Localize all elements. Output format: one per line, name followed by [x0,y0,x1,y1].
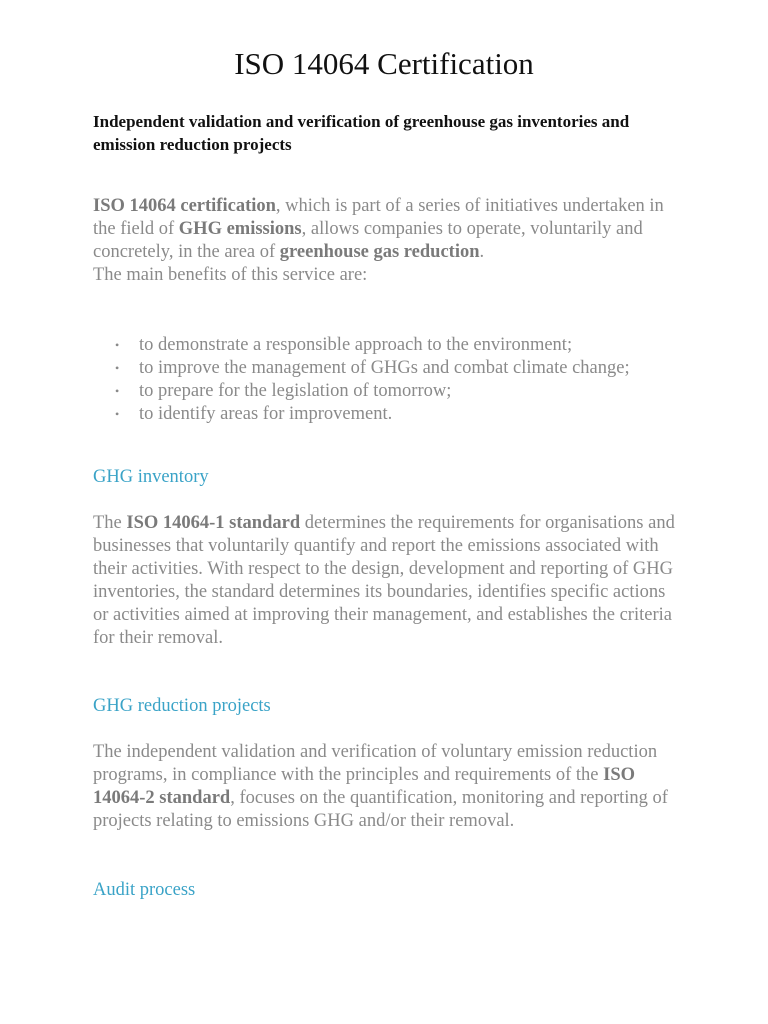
intro-text-2: , allows companies to operate, voluntarily and concretely, in the area of [93,219,643,262]
ghg-reduction-section [93,741,683,833]
reduction-text-2: , focuses on the quantification, monitoring and reporting of projects relating to emissions GHG and/or their removal. [93,788,668,831]
benefits-list [93,334,683,426]
intro-bold-reduction: greenhouse gas reduction [279,242,480,262]
page-title: ISO 14064 Certification [234,46,534,81]
intro-text-1: , which is part of a series of initiatives undertaken in the field of [93,196,664,239]
bullet-icon: • [115,407,120,421]
benefit-text: to identify areas for improvement. [139,404,393,424]
bullet-icon: • [115,338,120,352]
bullet-icon: • [115,361,120,375]
bullet-icon: • [115,384,120,398]
benefit-text: to demonstrate a responsible approach to the environment; [139,335,573,355]
intro-section [93,195,683,287]
section-heading-audit-process: Audit process [93,880,196,900]
ghg-reduction-paragraph [93,741,683,833]
list-item [93,334,683,357]
reduction-text-1: The independent validation and verification of voluntary emission reduction programs, in compliance with the principles and requirements of the [93,742,658,785]
section-heading-ghg-inventory: GHG inventory [93,467,209,487]
intro-text-3: . [479,242,485,262]
ghg-inventory-section [93,512,683,650]
benefit-text: to prepare for the legislation of tomorrow; [139,381,452,401]
inventory-bold-standard: ISO 14064-1 standard [126,513,301,533]
inventory-text-2: determines the requirements for organisations and businesses that voluntarily quantify and report the emissions associated with their activities. With respect to the design, development and reporting of GHG inventories, the standard determines its boundaries, identifies specific actions or activities aimed at improving their management, and establishes the criteria for their removal. [93,513,675,648]
reduction-bold-standard: ISO 14064-2 standard [93,765,636,808]
list-item [93,357,683,380]
list-item [93,403,683,426]
ghg-inventory-paragraph [93,512,683,650]
intro-paragraph [93,195,683,264]
inventory-text-1: The [93,513,127,533]
intro-bold-ghg-emissions: GHG emissions [178,219,302,239]
page-subtitle: Independent validation and verification of greenhouse gas inventories and emission reduction projects [93,112,630,154]
list-item [93,380,683,403]
intro-bold-certification: ISO 14064 certification [93,196,276,216]
section-heading-ghg-reduction: GHG reduction projects [93,696,271,716]
benefit-text: to improve the management of GHGs and combat climate change; [139,358,630,378]
benefits-lead: The main benefits of this service are: [93,265,368,285]
